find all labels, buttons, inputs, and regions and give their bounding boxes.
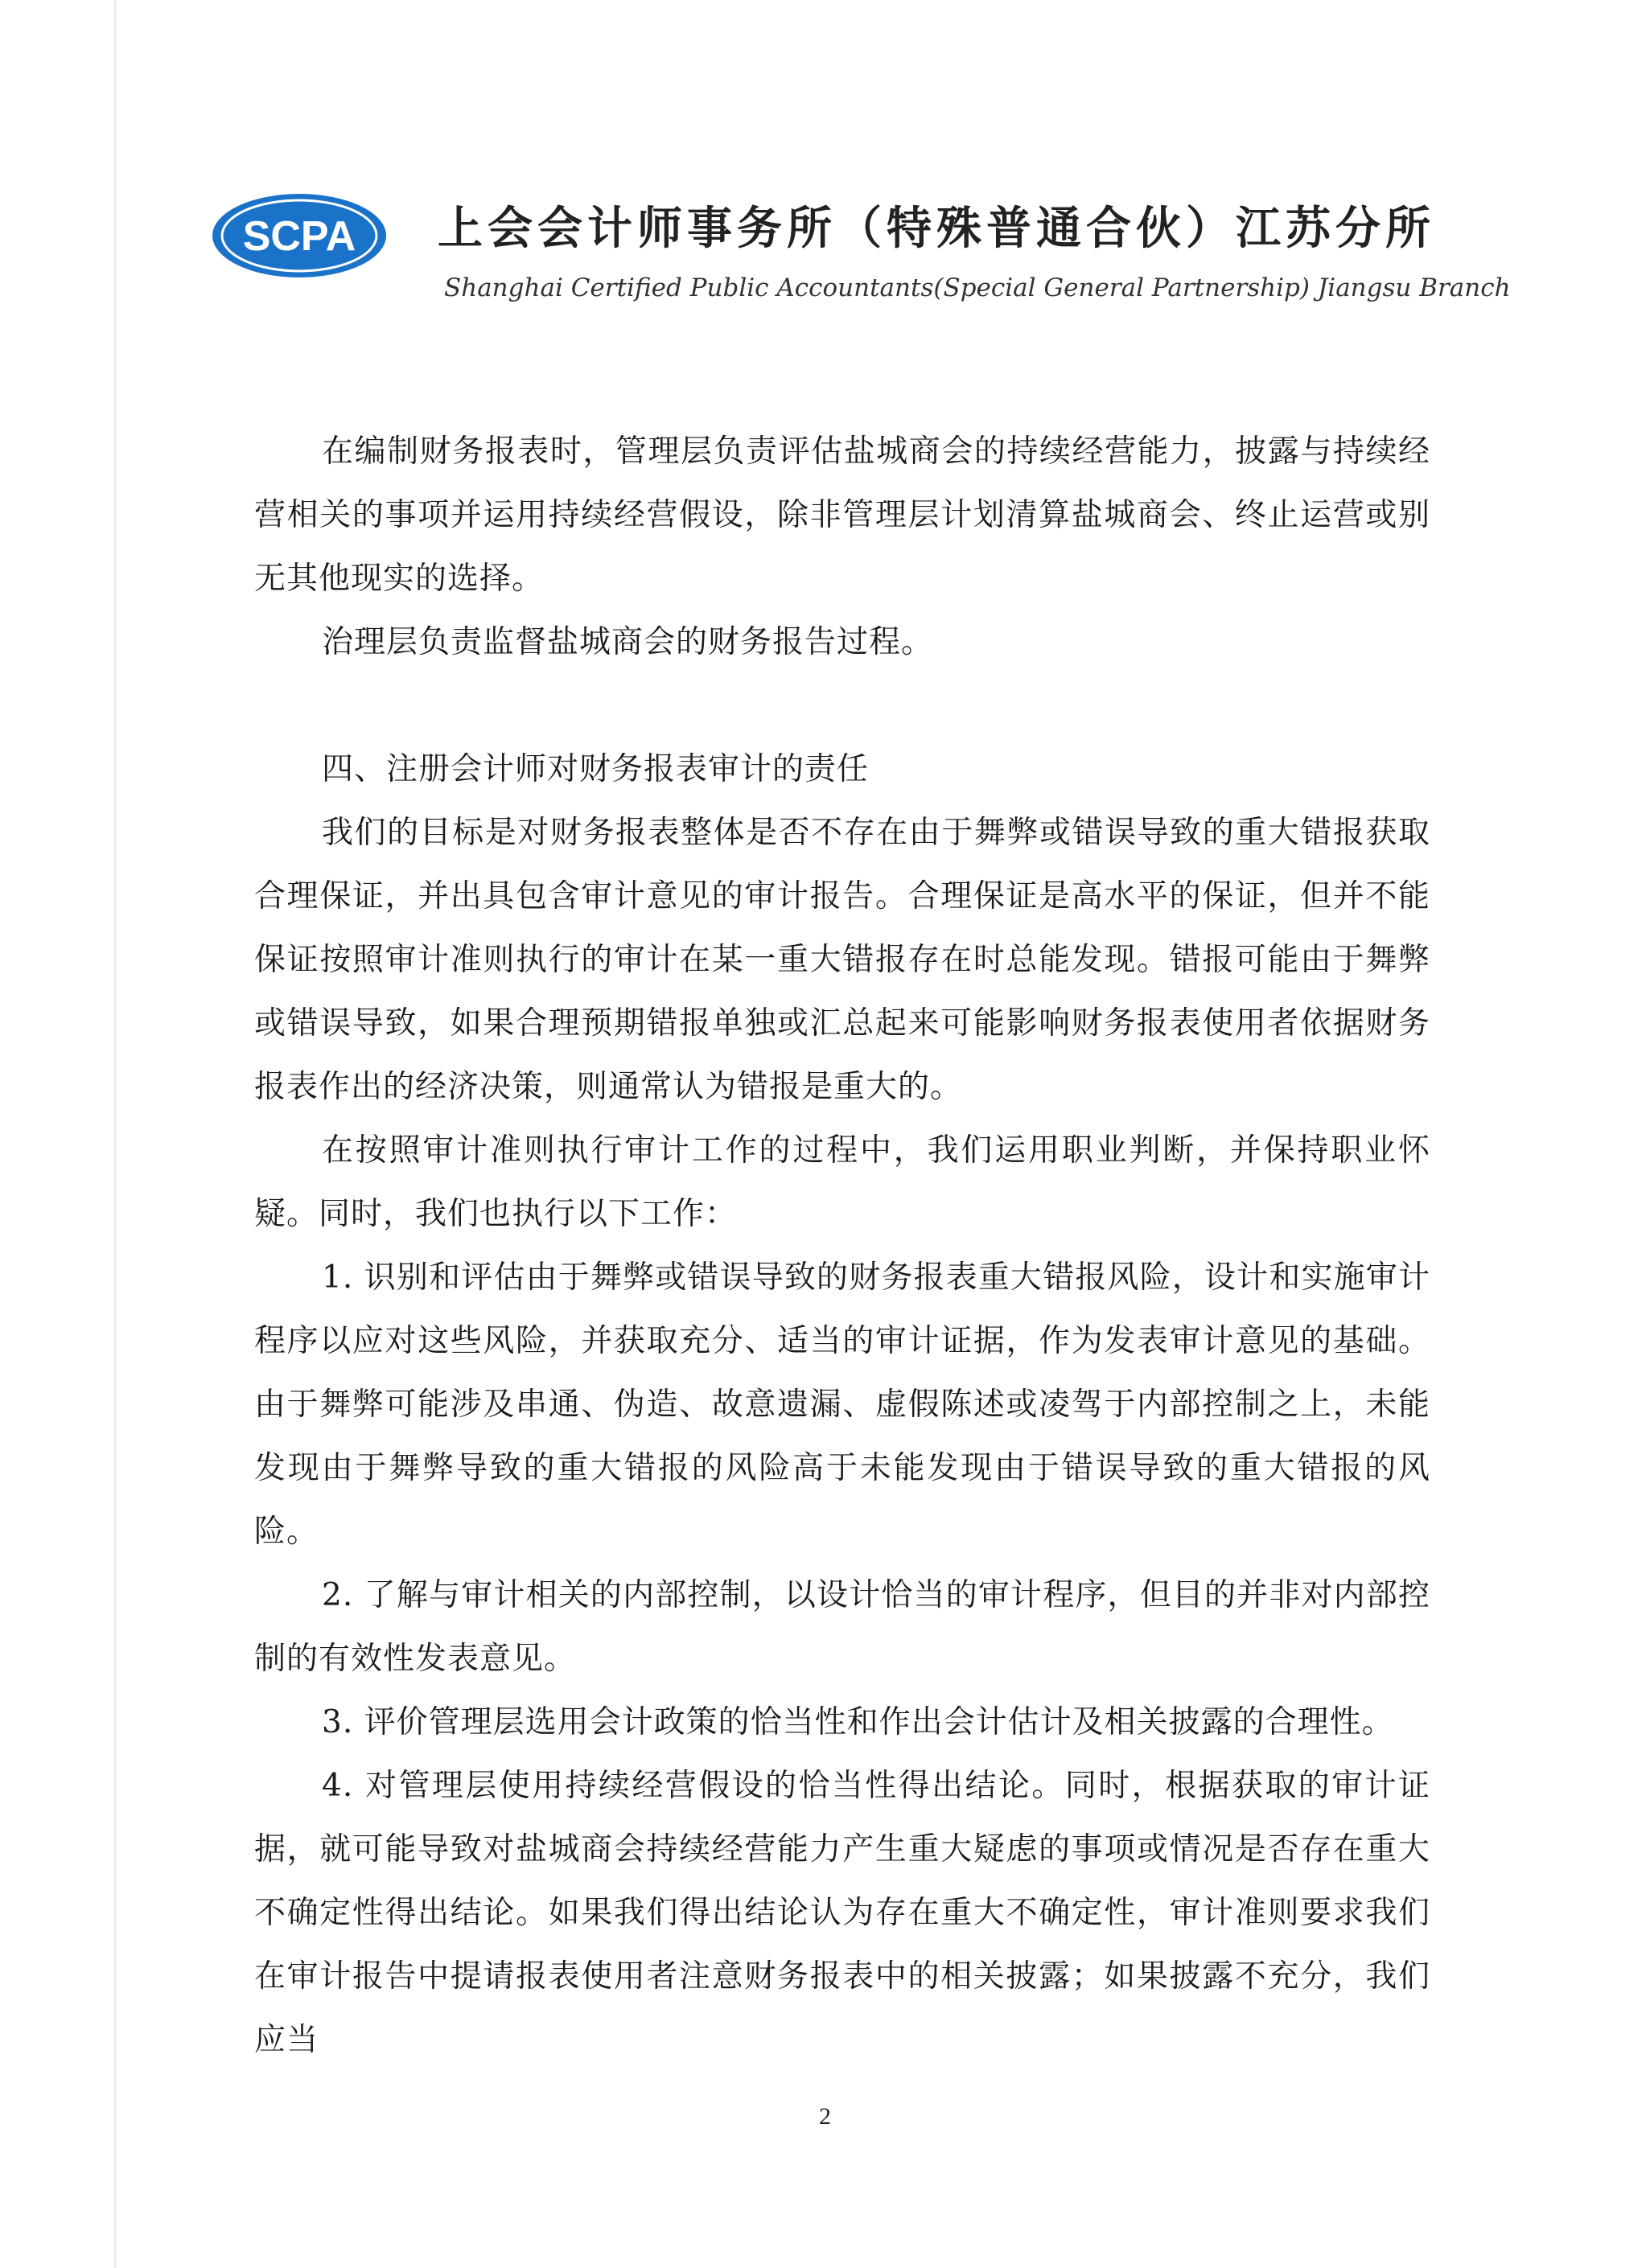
- paragraph-professional-judgment: 在按照审计准则执行审计工作的过程中，我们运用职业判断，并保持职业怀疑。同时，我们也执行以下工作：: [254, 1132, 1430, 1232]
- paragraph-going-concern: 在编制财务报表时，管理层负责评估盐城商会的持续经营能力，披露与持续经营相关的事项并运用持续经营假设，除非管理层计划清算盐城商会、终止运营或别无其他现实的选择。: [254, 433, 1430, 597]
- paragraph-governance: 治理层负责监督盐城商会的财务报告过程。: [322, 624, 934, 660]
- firm-name-chinese: 上会会计师事务所（特殊普通合伙）江苏分所: [438, 203, 1435, 255]
- letterhead: [211, 191, 1511, 312]
- page-number: 2: [819, 2103, 831, 2130]
- scpa-logo: [211, 191, 388, 280]
- list-item-4: 4. 对管理层使用持续经营假设的恰当性得出结论。同时，根据获取的审计证据，就可能导致对盐城商会持续经营能力产生重大疑虑的事项或情况是否存在重大不确定性得出结论。如果我们得出结论认为存在重大不确定性，审计准则要求我们在审计报告中提请报表使用者注意财务报表中的相关披露；如果披露不充分，我们应当: [254, 1768, 1430, 2058]
- scan-edge-shadow: [114, 0, 117, 2268]
- list-item-3: 3. 评价管理层选用会计政策的恰当性和作出会计估计及相关披露的合理性。: [322, 1704, 1394, 1740]
- report-body: [254, 420, 1430, 2072]
- logo-text: SCPA: [242, 213, 356, 260]
- paragraph-objective: 我们的目标是对财务报表整体是否不存在由于舞弊或错误导致的重大错报获取合理保证，并出具包含审计意见的审计报告。合理保证是高水平的保证，但并不能保证按照审计准则执行的审计在某一重大错报存在时总能发现。错报可能由于舞弊或错误导致，如果合理预期错报单独或汇总起来可能影响财务报表使用者依据财务报表作出的经济决策，则通常认为错报是重大的。: [254, 815, 1430, 1105]
- list-item-1: 1. 识别和评估由于舞弊或错误导致的财务报表重大错报风险，设计和实施审计程序以应对这些风险，并获取充分、适当的审计证据，作为发表审计意见的基础。由于舞弊可能涉及串通、伪造、故意遗漏、虚假陈述或凌驾于内部控制之上，未能发现由于舞弊导致的重大错报的风险高于未能发现由于错误导致的重大错报的风险。: [254, 1259, 1430, 1550]
- section-spacer: [254, 674, 1430, 738]
- firm-name-english: Shanghai Certified Public Accountants(Special General Partnership) Jiangsu Branch: [444, 273, 1511, 302]
- list-item-2: 2. 了解与审计相关的内部控制，以设计恰当的审计程序，但目的并非对内部控制的有效性发表意见。: [254, 1577, 1430, 1677]
- section-heading-4: 四、注册会计师对财务报表审计的责任: [322, 751, 870, 787]
